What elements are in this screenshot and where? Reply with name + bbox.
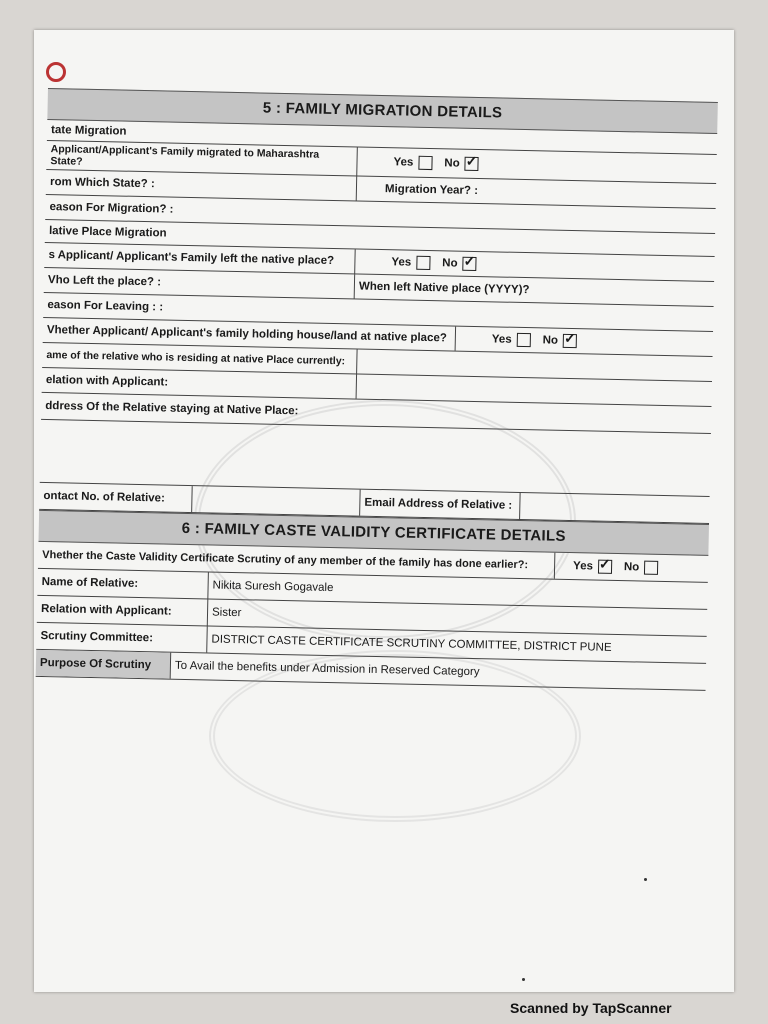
relation-value: Sister [207,599,707,635]
purpose-value: To Avail the benefits under Admission in Reserved Category [170,653,706,690]
migrated-yes-checkbox[interactable] [418,156,432,170]
reason-leaving-label: eason For Leaving : : [47,299,164,314]
committee-label: Scrutiny Committee: [40,629,154,645]
left-no-checkbox[interactable] [462,257,476,271]
relative-name-label: ame of the relative who is residing at native Place currently: [46,349,346,368]
native-migration-label: lative Place Migration [48,225,167,240]
relative-name-label: Name of Relative: [41,575,139,590]
when-left-label: When left Native place (YYYY)? [354,274,714,306]
contact-label: ontact No. of Relative: [43,489,165,505]
contact-field[interactable] [191,486,360,516]
yes-label: Yes [393,156,414,169]
scrutiny-no-checkbox[interactable] [644,561,658,575]
migration-year-label: Migration Year? : [356,176,716,208]
house-no-checkbox[interactable] [563,334,577,348]
section6-title: 6 : FAMILY CASTE VALIDITY CERTIFICATE DETAILS [38,510,709,556]
reason-migration-label: eason For Migration? : [49,201,174,216]
email-label: Email Address of Relative : [359,490,520,519]
left-yes-checkbox[interactable] [416,256,430,270]
house-yes-checkbox[interactable] [517,333,531,347]
document-page [34,30,734,992]
migrated-question: Applicant/Applicant's Family migrated to Maharashtra State? [50,143,320,168]
address-label: ddress Of the Relative staying at Native Place: [45,400,299,418]
speck [522,978,525,981]
relation-label: Relation with Applicant: [40,602,172,618]
binder-ring-icon [46,62,66,82]
scanner-watermark: Scanned by TapScanner [510,1000,672,1016]
no-label: No [542,334,559,347]
state-migration-label: tate Migration [50,124,127,138]
left-native-question: s Applicant/ Applicant's Family left the native place? [48,249,335,268]
committee-value: DISTRICT CASTE CERTIFICATE SCRUTINY COMMITTEE, DISTRICT PUNE [206,626,706,662]
section6 [36,510,709,691]
yes-label: Yes [391,256,412,269]
who-left-label: Vho Left the place? : [47,274,162,289]
scrutiny-question: Vhether the Caste Validity Certificate Scrutiny of any member of the family has done earlier?: [42,548,529,572]
holding-house-question: Vhether Applicant/ Applicant's family holding house/land at native place? [46,324,447,345]
relative-name-value: Nikita Suresh Gogavale [207,572,707,608]
no-label: No [442,257,458,270]
migrated-no-checkbox[interactable] [465,157,479,171]
email-field[interactable] [519,493,710,523]
speck [644,878,647,881]
purpose-label: Purpose Of Scrutiny [36,650,171,679]
relation-label: elation with Applicant: [45,374,169,389]
section5-title: 5 : FAMILY MIGRATION DETAILS [47,88,718,134]
from-state-label: rom Which State? : [49,176,155,191]
scrutiny-yes-checkbox[interactable] [598,560,612,574]
yes-label: Yes [491,333,512,346]
no-label: No [623,561,640,574]
yes-label: Yes [572,560,594,573]
application-form [36,88,718,691]
no-label: No [444,157,460,170]
